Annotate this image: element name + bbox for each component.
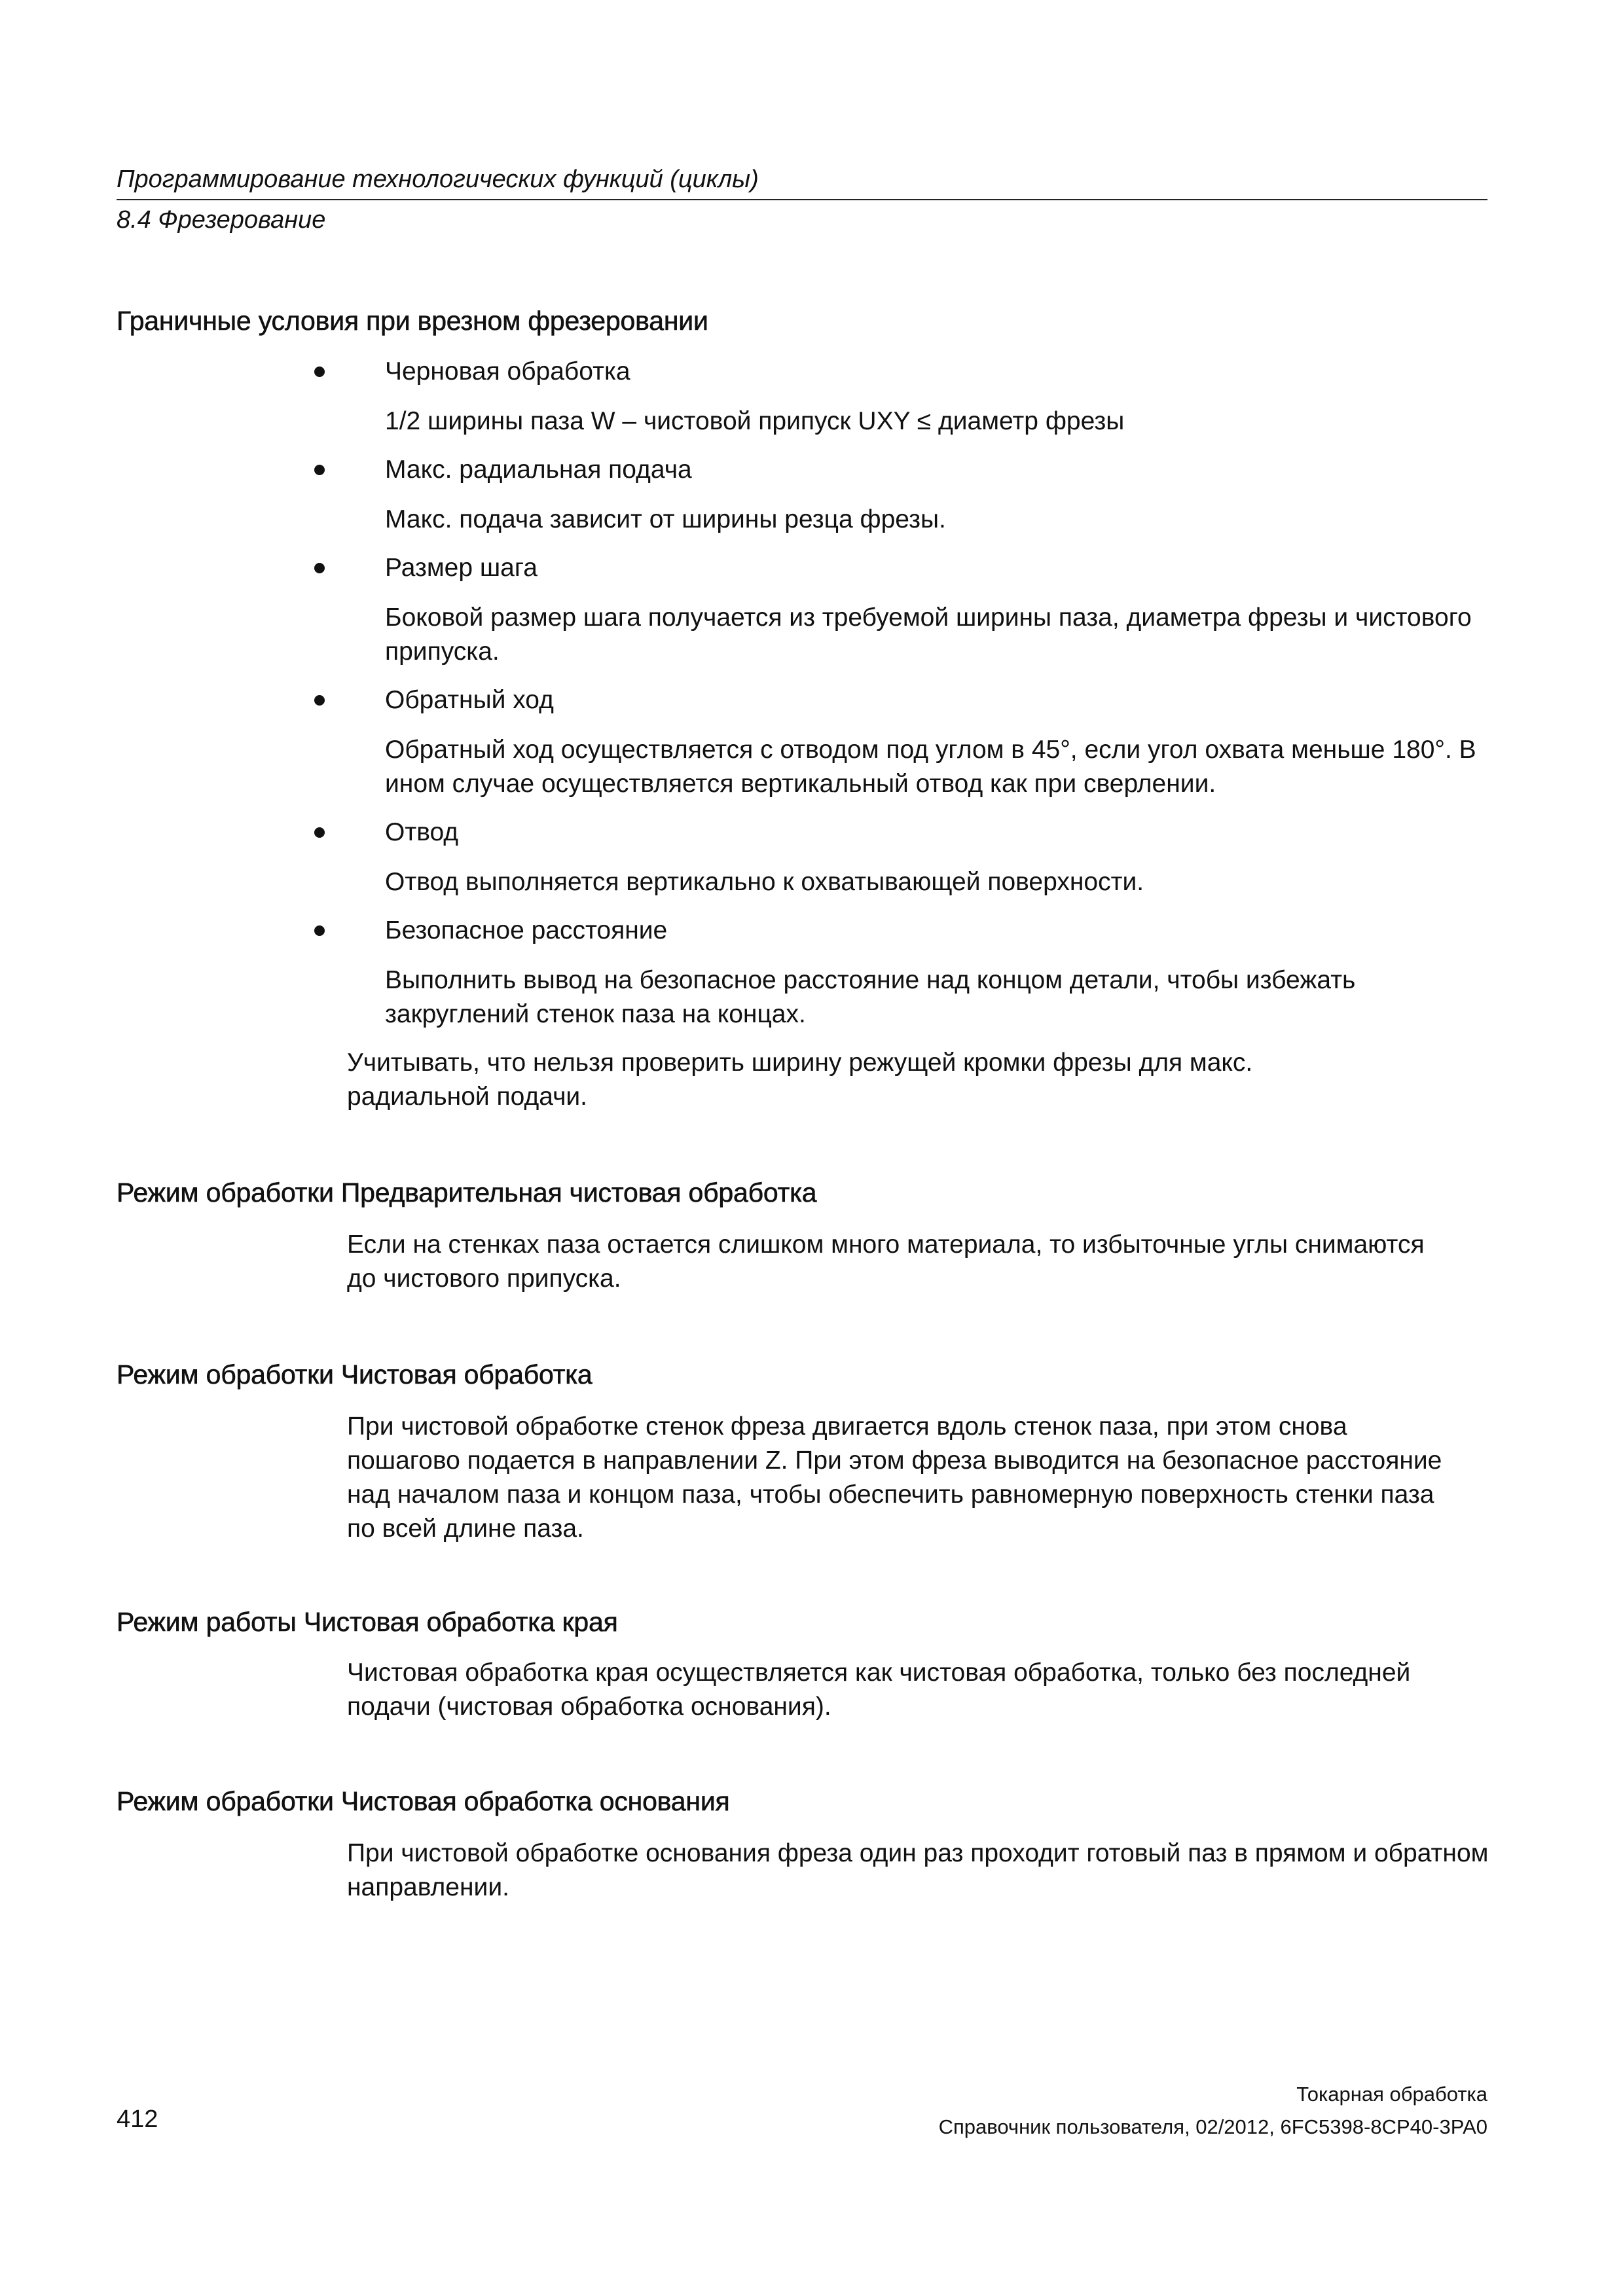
- footer-manual-info: Справочник пользователя, 02/2012, 6FC5398-8CP40-3PA0: [938, 2115, 1487, 2138]
- footer-book-title: Токарная обработка: [1296, 2083, 1487, 2106]
- list-item-label: Черновая обработка: [385, 357, 630, 386]
- list-item-label: Отвод: [385, 818, 459, 846]
- bullet-icon: [314, 367, 325, 377]
- paragraph: Если на стенках паза остается слишком много материала, то избыточные углы снимаются до чистового припуска.: [347, 1230, 1425, 1293]
- section-heading-prefinish: Режим обработки Предварительная чистовая обработка: [117, 1177, 817, 1208]
- running-header: [117, 162, 1487, 237]
- list-item-label: Макс. радиальная подача: [385, 456, 692, 484]
- bullet-icon: [314, 563, 325, 573]
- list-item-text: Выполнить вывод на безопасное расстояние над концом детали, чтобы избежать закруглений стенок паза на концах.: [385, 966, 1356, 1028]
- paragraph: Чистовая обработка края осуществляется как чистовая обработка, только без последней подачи (чистовая обработка основания).: [347, 1659, 1411, 1721]
- list-item-label: Обратный ход: [385, 686, 554, 714]
- page-number: 412: [117, 2106, 158, 2133]
- list-item-label: Безопасное расстояние: [385, 916, 668, 944]
- list-item-text: Боковой размер шага получается из требуемой ширины паза, диаметра фрезы и чистового припуска.: [385, 603, 1472, 666]
- bullet-icon: [314, 695, 325, 706]
- section-heading-base-finishing: Режим обработки Чистовая обработка основания: [117, 1786, 730, 1816]
- header-title: Программирование технологических функций (циклы): [117, 162, 1487, 200]
- bullet-icon: [314, 465, 325, 475]
- header-section: 8.4 Фрезерование: [117, 206, 326, 234]
- bullet-icon: [314, 827, 325, 838]
- paragraph: При чистовой обработке основания фреза один раз проходит готовый паз в прямом и обратном направлении.: [347, 1839, 1489, 1901]
- section-heading-finishing: Режим обработки Чистовая обработка: [117, 1359, 593, 1390]
- bullet-icon: [314, 925, 325, 936]
- paragraph: При чистовой обработке стенок фреза двигается вдоль стенок паза, при этом снова пошагово подается в направлении Z. При этом фреза выводится на безопасное расстояние над началом паза и концом паза, чтобы обеспечить равномерную поверхность стенки паза по всей длине паза.: [347, 1412, 1442, 1543]
- list-item-text: Отвод выполняется вертикально к охватывающей поверхности.: [385, 868, 1144, 896]
- list-item-text: 1/2 ширины паза W – чистовой припуск UXY ≤ диаметр фрезы: [385, 407, 1125, 435]
- list-item-label: Размер шага: [385, 554, 538, 582]
- section-heading-boundary-conditions: Граничные условия при врезном фрезеровании: [117, 306, 708, 336]
- section-heading-edge-finishing: Режим работы Чистовая обработка края: [117, 1607, 618, 1637]
- list-item-text: Обратный ход осуществляется с отводом под углом в 45°, если угол охвата меньше 180°. В ином случае осуществляется вертикальный отвод как при сверлении.: [385, 736, 1476, 798]
- note-paragraph: Учитывать, что нельзя проверить ширину режущей кромки фрезы для макс. радиальной подачи.: [347, 1049, 1253, 1111]
- list-item-text: Макс. подача зависит от ширины резца фрезы.: [385, 505, 946, 533]
